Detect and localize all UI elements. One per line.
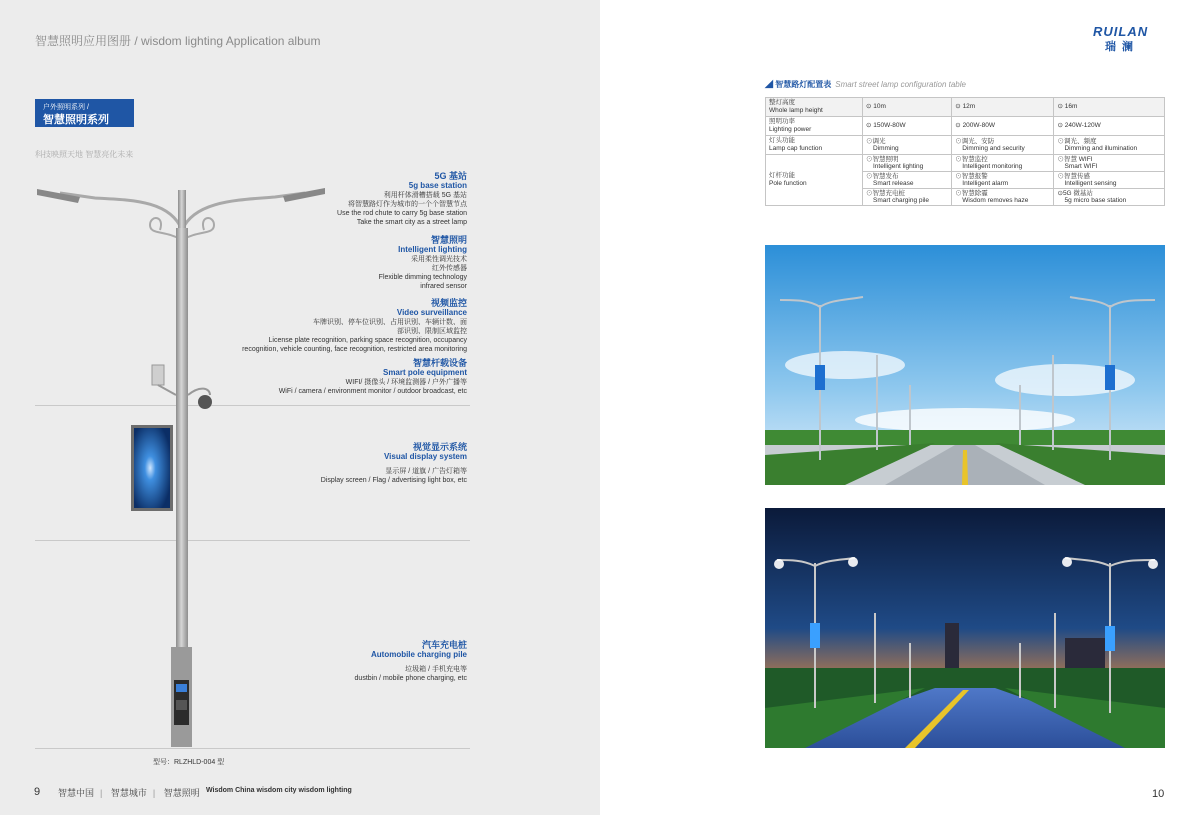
nighttime-street-photo: [765, 508, 1165, 748]
config-table: [765, 97, 1165, 206]
feature-charging: [167, 640, 467, 683]
feature-title-en: Visual display system: [383, 452, 467, 461]
feature-title-en: Smart pole equipment: [382, 368, 467, 377]
feature-video: [67, 298, 467, 354]
feature-title-en: Intelligent lighting: [398, 245, 467, 254]
brand-logo-cn: 瑞澜: [1105, 41, 1139, 53]
table-cell: ⊙智慧照明 Intelligent lighting: [863, 155, 952, 172]
feature-desc: infrared sensor: [420, 283, 467, 290]
table-cell: 照明功率 Lighting power: [766, 117, 863, 136]
album-header: 智慧照明应用图册 / wisdom lighting Application album: [35, 34, 321, 48]
table-title-en: Smart street lamp configuration table: [835, 80, 966, 89]
table-title: [765, 79, 966, 90]
table-row: [766, 155, 1165, 172]
daytime-street-photo: [765, 245, 1165, 485]
slogan: 科技映照天地 智慧亮化未来: [35, 150, 134, 159]
table-cell: ⊙智慧监控 Intelligent monitoring: [952, 155, 1054, 172]
table-cell: ⊙智慧报警 Intelligent alarm: [952, 172, 1054, 189]
footer-item: 智慧中国: [58, 788, 95, 798]
table-cell: ⊙调光、安防 Dimming and security: [952, 136, 1054, 155]
table-cell: ⊙调光、频度 Dimming and illumination: [1054, 136, 1165, 155]
table-title-cn: 智慧路灯配置表: [775, 80, 832, 89]
bullet-icon: ◢: [765, 80, 776, 89]
footer-en: Wisdom China wisdom city wisdom lighting: [206, 787, 352, 794]
page-number: 9: [34, 786, 41, 798]
feature-lighting: [167, 235, 467, 291]
footer: 智慧中国 | 智慧城市 | 智慧照明 Wisdom China wisdom city wisdom lighting: [58, 787, 352, 798]
feature-desc: recognition, vehicle counting, face recognition, restricted area monitoring: [242, 346, 467, 353]
table-row: [766, 136, 1165, 155]
table-row: [766, 98, 1165, 117]
footer-item: 智慧照明: [163, 788, 200, 798]
feature-title-cn: 视觉显示系统: [412, 442, 467, 452]
feature-desc: 显示屏 / 道旗 / 广告灯箱等: [385, 468, 467, 475]
table-cell: ⊙5G 微基站 5g micro base station: [1054, 189, 1165, 206]
table-cell: ⊙ 12m: [952, 98, 1054, 117]
feature-title-en: Video surveillance: [396, 308, 467, 317]
feature-desc: 将智慧路灯作为城市的一个个智慧节点: [348, 201, 467, 208]
table-cell: 灯头功能 Lamp cap function: [766, 136, 863, 155]
feature-title-cn: 智慧照明: [430, 235, 467, 245]
model-number: 型号：RLZHLD-004 型: [153, 759, 225, 766]
table-cell: ⊙ 10m: [863, 98, 952, 117]
table-row: [766, 117, 1165, 136]
feature-title-en: 5g base station: [408, 181, 467, 190]
feature-desc: 车牌识别、停车位识别、占用识别、车辆计数、面: [313, 319, 467, 326]
feature-title-en: Automobile charging pile: [370, 650, 467, 659]
brand-logo-en: RUILAN: [1093, 24, 1149, 39]
feature-title-cn: 视频监控: [430, 298, 467, 308]
feature-desc: Use the rod chute to carry 5g base station: [337, 210, 467, 217]
feature-equipment: [167, 358, 467, 396]
feature-desc: dustbin / mobile phone charging, etc: [354, 675, 467, 682]
series-tag-subtitle: 户外照明系列 /: [43, 104, 89, 111]
feature-desc: Display screen / Flag / advertising light box, etc: [320, 477, 467, 484]
table-cell: ⊙智慧除霾 Wisdom removes haze: [952, 189, 1054, 206]
footer-item: 智慧城市: [110, 788, 147, 798]
feature-5g: [167, 171, 467, 227]
feature-title-cn: 汽车充电桩: [421, 640, 467, 650]
feature-desc: License plate recognition, parking space recognition, occupancy: [268, 337, 467, 344]
table-cell: ⊙ 240W-120W: [1054, 117, 1165, 136]
table-cell: ⊙智慧发布 Smart release: [863, 172, 952, 189]
feature-desc: 红外传感器: [432, 265, 467, 272]
feature-desc: Take the smart city as a street lamp: [356, 219, 467, 226]
page-number: 10: [1152, 788, 1165, 800]
brand-logo: [1093, 24, 1149, 53]
table-cell: ⊙ 200W-80W: [952, 117, 1054, 136]
table-cell: ⊙智慧充电桩 Smart charging pile: [863, 189, 952, 206]
table-cell: 整灯高度 Whole lamp height: [766, 98, 863, 117]
right-page: [600, 0, 1200, 815]
feature-title-cn: 5G 基站: [434, 171, 467, 181]
table-cell: ⊙智慧传感 Intelligent sensing: [1054, 172, 1165, 189]
table-cell: ⊙智慧 WIFI Smart WIFI: [1054, 155, 1165, 172]
feature-desc: 利用杆体滑槽搭载 5G 基站: [383, 192, 467, 199]
series-tag-title: 智慧照明系列: [43, 114, 109, 126]
feature-desc: Flexible dimming technology: [378, 274, 467, 281]
feature-display: [167, 442, 467, 485]
table-cell: ⊙ 16m: [1054, 98, 1165, 117]
left-lamp-head: [37, 189, 80, 203]
feature-desc: 采用柔性调光技术: [411, 256, 467, 263]
feature-desc: WiFi / camera / environment monitor / outdoor broadcast, etc: [278, 388, 467, 395]
table-cell: ⊙ 150W-80W: [863, 117, 952, 136]
feature-desc: 垃圾箱 / 手机充电等: [405, 666, 467, 673]
table-cell: ⊙调光 Dimming: [863, 136, 952, 155]
feature-desc: WIFI/ 摄像头 / 环境监测器 / 户外广播等: [345, 379, 467, 386]
feature-desc: 部识别、限制区域监控: [397, 328, 467, 335]
table-cell: 灯杆功能 Pole function: [766, 155, 863, 206]
feature-title-cn: 智慧杆载设备: [412, 358, 467, 368]
